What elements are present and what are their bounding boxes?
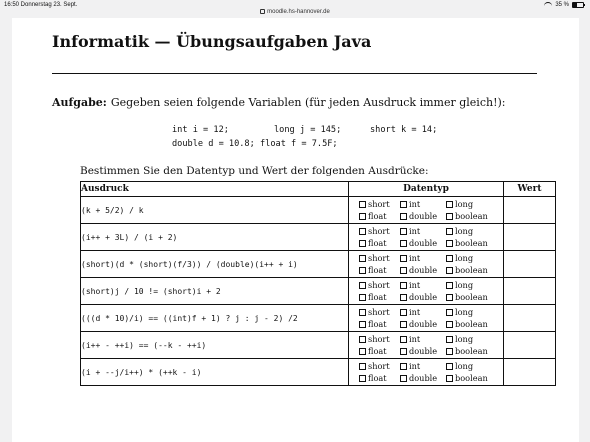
datatype-option-label: int [409,307,421,317]
datatype-option[interactable] [446,373,506,383]
datatype-option-label: float [368,238,387,248]
checkbox-icon[interactable] [359,294,366,301]
task-text: Gegeben seien folgende Variablen (für jeden Ausdruck immer gleich!): [110,96,506,109]
datatype-option[interactable] [446,361,506,371]
checkbox-icon[interactable] [400,213,407,220]
datatype-option-label: short [368,226,390,236]
value-cell[interactable] [504,305,556,332]
expression-cell: (((d * 10)/i) == ((int)f + 1) ? j : j - 2) /2 [81,305,349,332]
datatype-option[interactable] [400,280,446,290]
datatype-option[interactable] [446,226,506,236]
expression-cell: (i++ - ++i) == (--k - ++i) [81,332,349,359]
checkbox-icon[interactable] [400,228,407,235]
datatype-option-label: int [409,280,421,290]
checkbox-icon[interactable] [359,255,366,262]
checkbox-icon[interactable] [446,348,453,355]
datatype-option[interactable] [446,211,506,221]
expression-table [80,181,556,386]
title-rule [52,73,537,74]
value-cell[interactable] [504,224,556,251]
datatype-option[interactable] [446,346,506,356]
datatype-option-label: double [409,319,438,329]
datatype-option[interactable] [446,253,506,263]
checkbox-icon[interactable] [400,348,407,355]
datatype-option[interactable] [446,292,506,302]
datatype-option-label: boolean [455,211,488,221]
header-datatype: Datentyp [349,182,504,197]
expression-cell: (i++ + 3L) / (i + 2) [81,224,349,251]
checkbox-icon[interactable] [400,321,407,328]
datatype-option-label: float [368,265,387,275]
datatype-option[interactable] [359,211,400,221]
status-icons [544,2,584,8]
table-row [81,305,556,332]
datatype-option[interactable] [400,361,446,371]
document-title: Informatik — Übungsaufgaben Java [52,32,372,51]
checkbox-icon[interactable] [359,363,366,370]
datatype-option-label: boolean [455,373,488,383]
instruction-text: Bestimmen Sie den Datentyp und Wert der folgenden Ausdrücke: [80,165,429,177]
checkbox-icon[interactable] [446,375,453,382]
datatype-option[interactable] [446,319,506,329]
checkbox-icon[interactable] [359,309,366,316]
datatype-option[interactable] [446,307,506,317]
url-text: moodle.hs-hannover.de [267,9,330,16]
checkbox-icon[interactable] [359,282,366,289]
datatype-cell [349,278,504,305]
checkbox-icon[interactable] [446,363,453,370]
address-bar[interactable] [0,9,590,15]
checkbox-icon[interactable] [359,201,366,208]
checkbox-icon[interactable] [359,240,366,247]
datatype-option-label: boolean [455,238,488,248]
value-cell[interactable] [504,251,556,278]
datatype-option[interactable] [446,265,506,275]
wifi-icon [544,2,552,8]
datatype-option[interactable] [446,199,506,209]
datatype-option-label: long [455,253,474,263]
checkbox-icon[interactable] [446,309,453,316]
datatype-option[interactable] [359,238,400,248]
checkbox-icon[interactable] [400,201,407,208]
checkbox-icon[interactable] [400,294,407,301]
checkbox-icon[interactable] [446,282,453,289]
datatype-option-label: short [368,361,390,371]
datatype-option-label: int [409,226,421,236]
datatype-cell [349,359,504,386]
datatype-option[interactable] [400,265,446,275]
header-expression: Ausdruck [81,182,349,197]
checkbox-icon[interactable] [359,375,366,382]
checkbox-icon[interactable] [359,348,366,355]
datatype-option[interactable] [400,292,446,302]
checkbox-icon[interactable] [400,336,407,343]
var-short-k: short k = 14; [370,125,438,135]
checkbox-icon[interactable] [446,240,453,247]
expression-cell: (short)(d * (short)(f/3)) / (double)(i++ + i) [81,251,349,278]
var-long-j: long j = 145; [274,125,342,135]
table-row [81,332,556,359]
document-page [12,18,579,442]
checkbox-icon[interactable] [400,240,407,247]
checkbox-icon[interactable] [359,267,366,274]
checkbox-icon[interactable] [446,267,453,274]
table-row [81,278,556,305]
table-row [81,359,556,386]
datatype-option-label: int [409,334,421,344]
task-label: Aufgabe: [52,96,107,109]
datatype-option-label: int [409,253,421,263]
datatype-option[interactable] [359,253,400,263]
table-row [81,251,556,278]
datatype-option-label: int [409,199,421,209]
datatype-option[interactable] [359,199,400,209]
checkbox-icon[interactable] [400,363,407,370]
datatype-option[interactable] [400,373,446,383]
header-value: Wert [504,182,556,197]
datatype-option-label: float [368,346,387,356]
value-cell[interactable] [504,359,556,386]
datatype-option[interactable] [359,334,400,344]
checkbox-icon[interactable] [359,213,366,220]
checkbox-icon[interactable] [446,213,453,220]
datatype-option[interactable] [359,346,400,356]
datatype-cell [349,305,504,332]
datatype-option[interactable] [359,361,400,371]
datatype-option[interactable] [400,226,446,236]
datatype-option-label: double [409,238,438,248]
datatype-option-label: boolean [455,346,488,356]
checkbox-icon[interactable] [400,255,407,262]
datatype-cell [349,224,504,251]
datatype-option[interactable] [400,211,446,221]
datatype-option-label: int [409,361,421,371]
datatype-option[interactable] [400,346,446,356]
expression-cell: (k + 5/2) / k [81,197,349,224]
datatype-option[interactable] [400,307,446,317]
datatype-option-label: long [455,334,474,344]
checkbox-icon[interactable] [446,201,453,208]
datatype-option-label: long [455,307,474,317]
checkbox-icon[interactable] [359,336,366,343]
datatype-option[interactable] [400,253,446,263]
datatype-option-label: short [368,334,390,344]
datatype-option-label: short [368,307,390,317]
lock-icon [260,9,265,14]
expression-cell: (i + --j/i++) * (++k - i) [81,359,349,386]
battery-percent: 35 % [555,2,569,8]
datatype-option-label: float [368,292,387,302]
datatype-option[interactable] [400,334,446,344]
value-cell[interactable] [504,332,556,359]
datatype-option-label: double [409,265,438,275]
table-row [81,197,556,224]
datatype-option[interactable] [446,334,506,344]
checkbox-icon[interactable] [359,321,366,328]
status-bar [0,0,590,18]
var-int-i: int i = 12; [172,125,229,135]
datatype-option[interactable] [359,307,400,317]
checkbox-icon[interactable] [446,321,453,328]
datatype-option-label: long [455,199,474,209]
datatype-option[interactable] [400,238,446,248]
checkbox-icon[interactable] [400,375,407,382]
datatype-cell [349,197,504,224]
datatype-option-label: float [368,373,387,383]
value-cell[interactable] [504,278,556,305]
datatype-option[interactable] [359,265,400,275]
datatype-option-label: double [409,346,438,356]
datatype-option[interactable] [359,373,400,383]
datatype-option[interactable] [359,292,400,302]
checkbox-icon[interactable] [400,267,407,274]
status-time: 16:50 Donnerstag 23. Sept. [4,2,78,8]
battery-icon [572,2,584,8]
datatype-option-label: float [368,319,387,329]
datatype-option-label: long [455,280,474,290]
value-cell[interactable] [504,197,556,224]
datatype-option-label: float [368,211,387,221]
checkbox-icon[interactable] [446,336,453,343]
datatype-option-label: double [409,373,438,383]
datatype-option-label: long [455,361,474,371]
checkbox-icon[interactable] [400,282,407,289]
checkbox-icon[interactable] [446,228,453,235]
checkbox-icon[interactable] [446,294,453,301]
datatype-option[interactable] [446,238,506,248]
datatype-option[interactable] [359,226,400,236]
table-row [81,224,556,251]
datatype-option-label: boolean [455,319,488,329]
task-statement [52,96,506,109]
checkbox-icon[interactable] [446,255,453,262]
datatype-option[interactable] [359,319,400,329]
expression-cell: (short)j / 10 != (short)i + 2 [81,278,349,305]
checkbox-icon[interactable] [400,309,407,316]
datatype-option-label: double [409,211,438,221]
datatype-option[interactable] [400,199,446,209]
datatype-option-label: short [368,280,390,290]
var-float-f: float f = 7.5F; [260,139,338,149]
datatype-option[interactable] [359,280,400,290]
datatype-option-label: long [455,226,474,236]
datatype-cell [349,251,504,278]
checkbox-icon[interactable] [359,228,366,235]
var-double-d: double d = 10.8; [172,139,255,149]
datatype-option-label: double [409,292,438,302]
datatype-cell [349,332,504,359]
datatype-option-label: short [368,253,390,263]
datatype-option[interactable] [400,319,446,329]
datatype-option-label: boolean [455,265,488,275]
datatype-option[interactable] [446,280,506,290]
datatype-option-label: short [368,199,390,209]
datatype-option-label: boolean [455,292,488,302]
